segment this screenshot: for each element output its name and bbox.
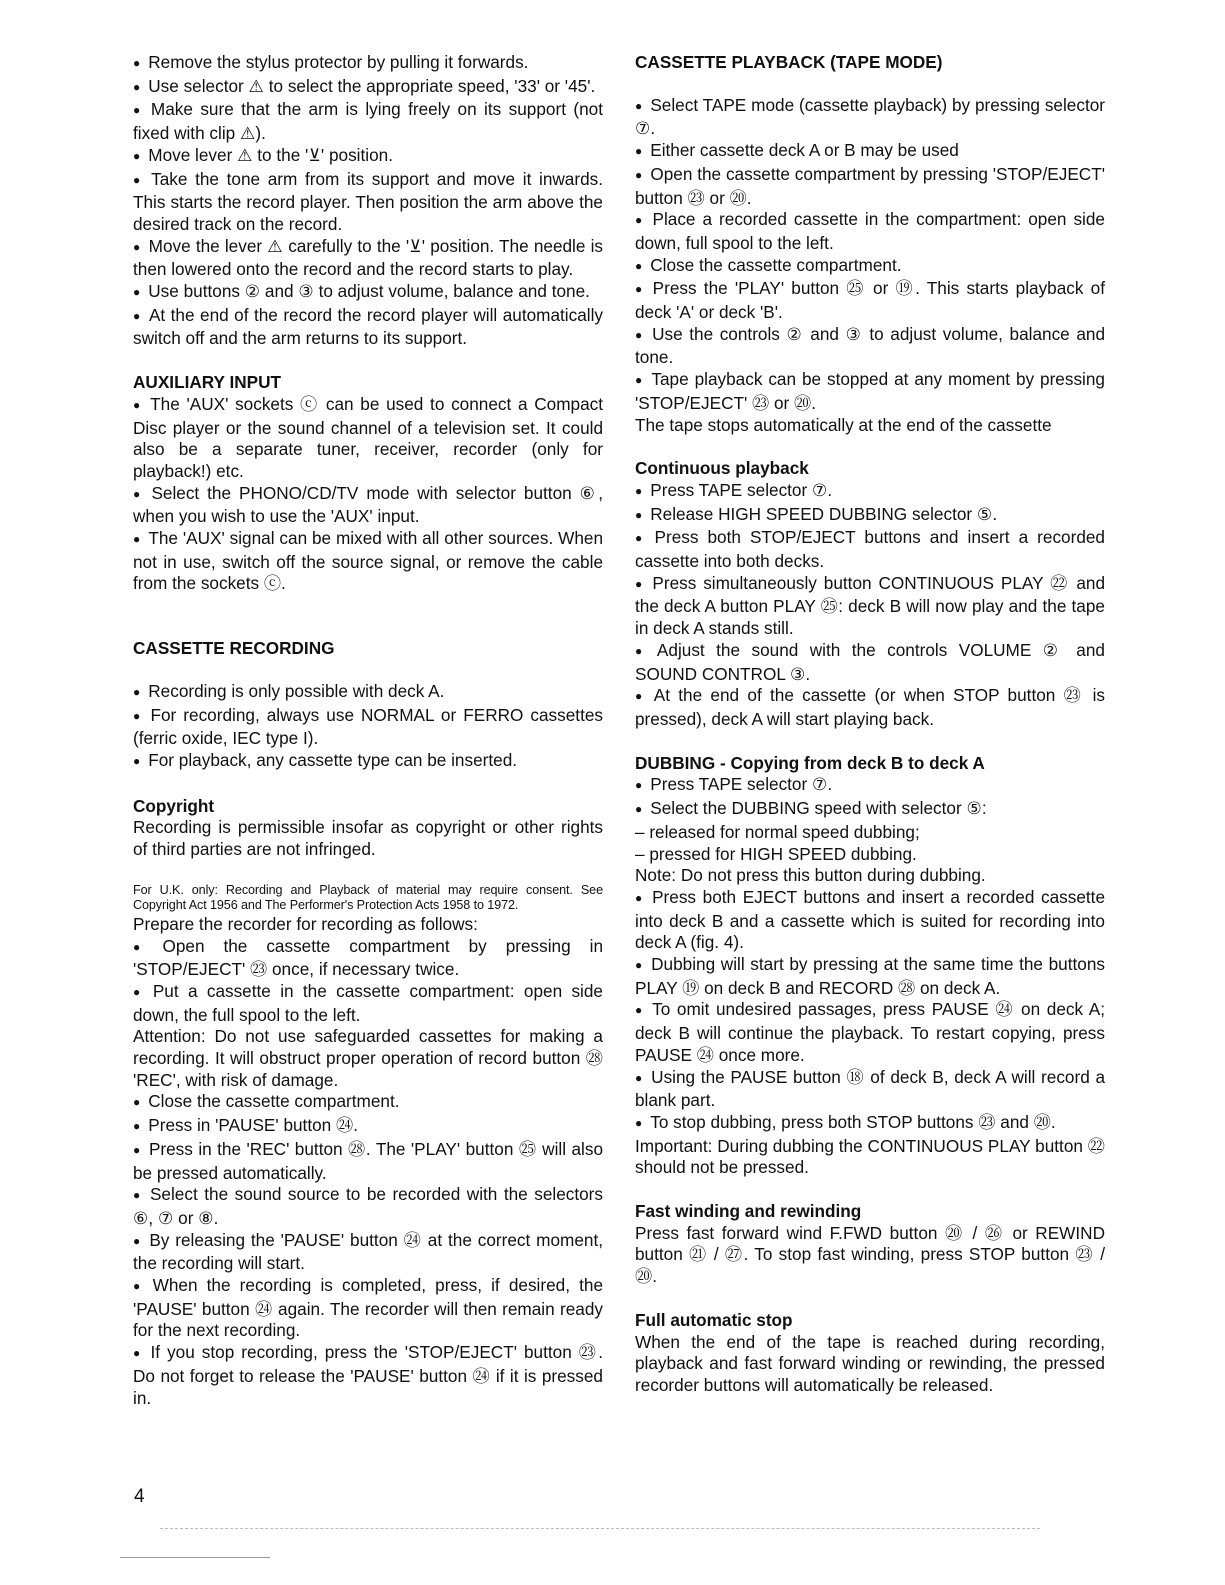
spacer <box>133 660 603 681</box>
bullet-item: ● By releasing the 'PAUSE' button ㉔ at the correct moment, the recording will start. <box>133 1230 603 1275</box>
paragraph: – pressed for HIGH SPEED dubbing. <box>635 843 917 864</box>
bullet-item: ● Select the DUBBING speed with selector ⑤: <box>635 798 1105 822</box>
bullet-item: ● Take the tone arm from its support and move it inwards. This starts the record player. Then position the arm above the desired track on the record. <box>133 169 603 236</box>
paragraph: Important: During dubbing the CONTINUOUS PLAY button ㉒ should not be pressed. <box>635 1135 1105 1178</box>
bullet-item: ● Press in 'PAUSE' button ㉔. <box>133 1115 603 1139</box>
bullet-item: ● Using the PAUSE button ⑱ of deck B, deck A will record a blank part. <box>635 1067 1105 1112</box>
bullet-item: ● Use the controls ② and ③ to adjust volume, balance and tone. <box>635 324 1105 369</box>
bullet-item: ● Open the cassette compartment by pressing 'STOP/EJECT' button ㉓ or ⑳. <box>635 164 1105 209</box>
paragraph: Attention: Do not use safeguarded cassettes for making a recording. It will obstruct proper operation of record button ㉘ 'REC', with risk of damage. <box>133 1026 603 1090</box>
spacer <box>635 74 1105 95</box>
bullet-item: ● Press the 'PLAY' button ㉕ or ⑲. This starts playback of deck 'A' or deck 'B'. <box>635 278 1105 323</box>
bullet-item: ● Remove the stylus protector by pulling it forwards. <box>133 52 603 76</box>
spacer <box>133 595 603 638</box>
bullet-item: ● For recording, always use NORMAL or FERRO cassettes (ferric oxide, IEC type I). <box>133 705 603 750</box>
bullet-item: ● Select TAPE mode (cassette playback) by pressing selector ⑦. <box>635 95 1105 140</box>
section-heading: CASSETTE PLAYBACK (TAPE MODE) <box>635 52 943 72</box>
bullet-item: ● Recording is only possible with deck A. <box>133 681 603 705</box>
bullet-item: ● At the end of the record the record player will automatically switch off and the arm returns to its support. <box>133 305 603 350</box>
bullet-item: ● Select the PHONO/CD/TV mode with selector button ⑥, when you wish to use the 'AUX' input. <box>133 483 603 528</box>
section-heading: Fast winding and rewinding <box>635 1201 862 1222</box>
paragraph: Note: Do not press this button during dubbing. <box>635 865 986 886</box>
spacer <box>635 436 1105 458</box>
bullet-item: ● Put a cassette in the cassette compartment: open side down, the full spool to the left. <box>133 981 603 1026</box>
bullet-item: ● To stop dubbing, press both STOP buttons ㉓ and ⑳. <box>635 1112 1105 1136</box>
spacer <box>635 1179 1105 1201</box>
spacer <box>133 861 603 883</box>
bullet-item: ● Move the lever ⚠ carefully to the '⊻' position. The needle is then lowered onto the record and the record starts to play. <box>133 236 603 281</box>
bullet-item: ● Use selector ⚠ to select the appropriate speed, '33' or '45'. <box>133 76 603 100</box>
section-heading: Copyright <box>133 795 215 816</box>
bullet-item: ● Use buttons ② and ③ to adjust volume, balance and tone. <box>133 281 603 305</box>
bullet-item: ● The 'AUX' sockets ⓒ can be used to connect a Compact Disc player or the sound channel of a television set. It could also be a separate tuner, receiver, recorder (only for playback!) etc. <box>133 394 603 483</box>
paragraph: When the end of the tape is reached during recording, playback and fast forward winding or rewinding, the pressed recorder buttons will automatically be released. <box>635 1331 1105 1395</box>
bullet-item: ● Close the cassette compartment. <box>635 255 1105 279</box>
section-heading: AUXILIARY INPUT <box>133 372 282 393</box>
bullet-item: ● Make sure that the arm is lying freely on its support (not fixed with clip ⚠). <box>133 99 603 144</box>
scan-artifact <box>160 1528 1040 1531</box>
paragraph: Prepare the recorder for recording as follows: <box>133 913 478 934</box>
right-column <box>635 52 1105 1397</box>
spacer <box>133 774 603 796</box>
section-heading: Continuous playback <box>635 458 809 479</box>
paragraph: – released for normal speed dubbing; <box>635 821 920 842</box>
bullet-item: ● Press both EJECT buttons and insert a recorded cassette into deck B and a cassette which is suited for recording into deck A (fig. 4). <box>635 887 1105 954</box>
page-number: 4 <box>134 1486 145 1507</box>
bullet-item: ● For playback, any cassette type can be inserted. <box>133 750 603 774</box>
spacer <box>635 731 1105 753</box>
paragraph: The tape stops automatically at the end of the cassette <box>635 414 1052 435</box>
spacer <box>133 350 603 372</box>
bullet-item: ● Place a recorded cassette in the compartment: open side down, full spool to the left. <box>635 209 1105 254</box>
bullet-item: ● When the recording is completed, press, if desired, the 'PAUSE' button ㉔ again. The recorder will then remain ready for the next recording. <box>133 1275 603 1342</box>
bullet-item: ● To omit undesired passages, press PAUSE ㉔ on deck A; deck B will continue the playback. To restart copying, press PAUSE ㉔ once more. <box>635 999 1105 1066</box>
paragraph: Press fast forward wind F.FWD button ⑳ / ㉖ or REWIND button ㉑ / ㉗. To stop fast winding, press STOP button ㉓ / ⑳. <box>635 1222 1105 1287</box>
bullet-item: ● Press both STOP/EJECT buttons and insert a recorded cassette into both decks. <box>635 527 1105 572</box>
bullet-item: ● Press simultaneously button CONTINUOUS PLAY ㉒ and the deck A button PLAY ㉕: deck B will now play and the tape in deck A stands still. <box>635 573 1105 640</box>
legal-note: For U.K. only: Recording and Playback of material may require consent. See Copyright Act 1956 and The Performer's Protection Acts 1958 to 1972. <box>133 882 603 913</box>
bullet-item: ● Press TAPE selector ⑦. <box>635 480 1105 504</box>
bullet-item: ● Press TAPE selector ⑦. <box>635 774 1105 798</box>
paragraph: Recording is permissible insofar as copyright or other rights of third parties are not infringed. <box>133 817 603 860</box>
bullet-item: ● Adjust the sound with the controls VOLUME ② and SOUND CONTROL ③. <box>635 640 1105 685</box>
bullet-item: ● Dubbing will start by pressing at the same time the buttons PLAY ⑲ on deck B and RECORD ㉘ on deck A. <box>635 954 1105 999</box>
bullet-item: ● Either cassette deck A or B may be used <box>635 140 1105 164</box>
left-column <box>133 52 603 1409</box>
section-heading: CASSETTE RECORDING <box>133 638 335 659</box>
bullet-item: ● Release HIGH SPEED DUBBING selector ⑤. <box>635 504 1105 528</box>
bullet-item: ● Press in the 'REC' button ㉘. The 'PLAY' button ㉕ will also be pressed automatically. <box>133 1139 603 1184</box>
spacer <box>635 1288 1105 1310</box>
bullet-item: ● Close the cassette compartment. <box>133 1091 603 1115</box>
scan-artifact <box>120 1557 270 1559</box>
section-heading: DUBBING - Copying from deck B to deck A <box>635 752 985 773</box>
bullet-item: ● Select the sound source to be recorded with the selectors ⑥, ⑦ or ⑧. <box>133 1184 603 1229</box>
bullet-item: ● At the end of the cassette (or when STOP button ㉓ is pressed), deck A will start playing back. <box>635 685 1105 730</box>
bullet-item: ● If you stop recording, press the 'STOP/EJECT' button ㉓. Do not forget to release the 'PAUSE' button ㉔ if it is pressed in. <box>133 1342 603 1409</box>
bullet-item: ● The 'AUX' signal can be mixed with all other sources. When not in use, switch off the source signal, or remove the cable from the sockets ⓒ. <box>133 528 603 595</box>
section-heading: Full automatic stop <box>635 1309 793 1330</box>
bullet-item: ● Tape playback can be stopped at any moment by pressing 'STOP/EJECT' ㉓ or ⑳. <box>635 369 1105 414</box>
bullet-item: ● Move lever ⚠ to the '⊻' position. <box>133 145 603 169</box>
bullet-item: ● Open the cassette compartment by pressing in 'STOP/EJECT' ㉓ once, if necessary twice. <box>133 936 603 981</box>
